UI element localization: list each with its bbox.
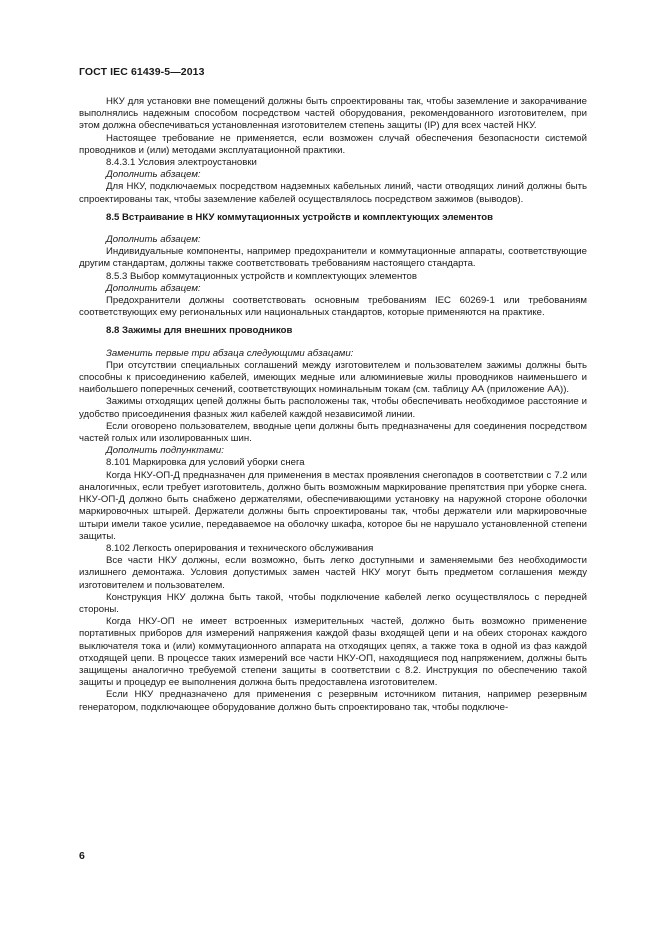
- amendment-instruction: Дополнить абзацем:: [106, 169, 201, 181]
- paragraph: Индивидуальные компоненты, например предохранители и коммутационные аппараты, соответствующие другим стандартам, должны также соответствовать требованиям настоящего стандарта.: [79, 246, 587, 270]
- paragraph: 8.4.3.1 Условия электроустановки: [106, 157, 257, 169]
- paragraph: Все части НКУ должны, если возможно, быть легко доступными и заменяемыми без необходимости излишнего демонтажа. Условия допустимых замен частей НКУ могут быть предметом соглашения между изготовителем и пользователем.: [79, 555, 587, 591]
- paragraph: Если оговорено пользователем, вводные цепи должны быть предназначены для соединения посредством частей голых или изолированных шин.: [79, 420, 587, 445]
- paragraph: 8.101 Маркировка для условий уборки снега: [106, 457, 305, 469]
- paragraph: НКУ для установки вне помещений должны быть спроектированы так, чтобы заземление и закорачивание выполнялись надежным способом посредством частей оборудования, рекомендованного изготовителем, при этом должна обеспечиваться установленная изготовителем степень защиты (IP) для всех частей НКУ.: [79, 96, 587, 132]
- paragraph: Зажимы отходящих цепей должны быть расположены так, чтобы обеспечивать необходимое расстояние и удобство присоединения фазных жил кабелей каждой независимой линии.: [79, 396, 587, 420]
- paragraph: 8.5.3 Выбор коммутационных устройств и комплектующих элементов: [106, 270, 417, 282]
- paragraph: Настоящее требование не применяется, если возможен случай обеспечения безопасности системой проводников и (или) методами эксплуатационной практики.: [79, 132, 587, 156]
- document-header: ГОСТ IEC 61439-5—2013: [79, 66, 205, 78]
- amendment-instruction: Дополнить подпунктами:: [106, 445, 224, 457]
- page-number: 6: [79, 850, 85, 862]
- document-body: [79, 96, 587, 714]
- paragraph: Предохранители должны соответствовать основным требованиям IEC 60269-1 или требованиям соответствующих ему региональных или национальных стандартов, которые применяются на практике.: [79, 295, 587, 319]
- section-heading: 8.5 Встраивание в НКУ коммутационных устройств и комплектующих элементов: [106, 211, 494, 223]
- amendment-instruction: Дополнить абзацем:: [106, 234, 201, 246]
- paragraph: Когда НКУ-ОП не имеет встроенных измерительных частей, должно быть возможно применение портативных приборов для измерений напряжения каждой фазы входящей цепи и на обеих сторонах каждого выключателя тока и (или) коммутационного аппарата на отходящих цепях, а также тока в одной из фаз каждой отходящей цепи. В процессе таких измерений все части НКУ-ОП, находящиеся под напряжением, должны быть защищены аналогично требуемой степени защиты в соответствии с 8.2. Инструкция по обеспечению такой защиты и процедур ее выполнения должна быть предоставлена изготовителем.: [79, 616, 587, 689]
- paragraph: 8.102 Легкость оперирования и технического обслуживания: [106, 542, 374, 554]
- paragraph: Конструкция НКУ должна быть такой, чтобы подключение кабелей легко осуществлялось с передней стороны.: [79, 591, 587, 615]
- amendment-instruction: Дополнить абзацем:: [106, 282, 201, 294]
- paragraph: Когда НКУ-ОП-Д предназначен для применения в местах проявления снегопадов в соответствии с 7.2 или аналогичных, если требует изготовитель, должно быть возможным маркирование препятствия при уборке снега. НКУ-ОП-Д должно быть снабжено держателями, обеспечивающими установку на наружной стороне оболочки маркировочных штырей. Держатели должны быть спроектированы так, чтобы держатели или маркировочные штыри имели такое усилие, передаваемое на оболочку шкафа, которое бы не нарушало установленной степени защиты.: [79, 469, 587, 542]
- section-heading: 8.8 Зажимы для внешних проводников: [106, 325, 293, 337]
- paragraph: При отсутствии специальных соглашений между изготовителем и пользователем зажимы должны быть способны к присоединению кабелей, имеющих медные или алюминиевые жилы проводников наименьшего и наибольшего поперечных сечений, соответствующих номинальным токам (см. таблицу АА (приложение АА)).: [79, 359, 587, 396]
- amendment-instruction: Заменить первые три абзаца следующими абзацами:: [106, 347, 354, 359]
- paragraph: Если НКУ предназначено для применения с резервным источником питания, например резервным генератором, подключающее оборудование должно быть спроектировано так, чтобы подключе-: [79, 689, 587, 713]
- paragraph: Для НКУ, подключаемых посредством надземных кабельных линий, части отводящих линий должны быть спроектированы так, чтобы заземление кабелей осуществлялось посредством зажимов (выводов).: [79, 181, 587, 205]
